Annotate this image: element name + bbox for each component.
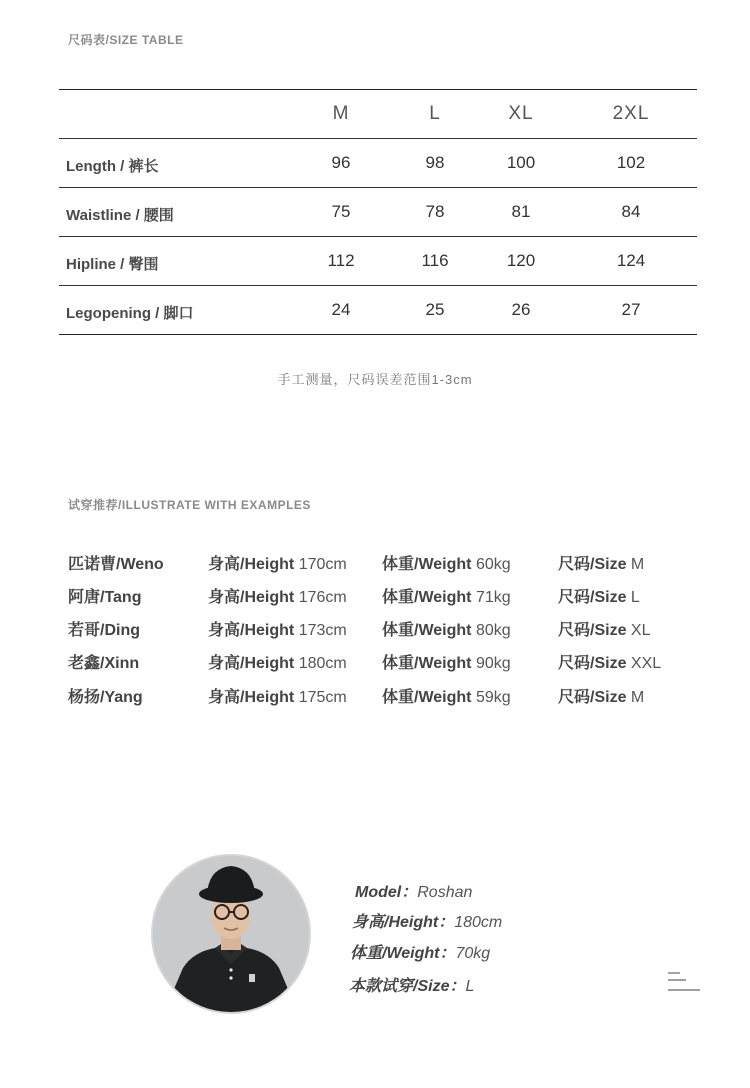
weight-label: 体重/Weight (382, 589, 472, 606)
example-size (558, 584, 640, 607)
weight-value: 80kg (475, 622, 511, 639)
example-height (208, 551, 347, 574)
size-table-title: 尺码表/SIZE TABLE (68, 33, 184, 47)
example-name: 老鑫/Xinn (68, 655, 140, 672)
example-height (208, 584, 347, 607)
table-cell: 112 (327, 251, 355, 270)
size-label: 尺码/Size (558, 655, 627, 672)
row-label: Length / 裤长 (66, 157, 159, 175)
height-value: 180cm (298, 655, 347, 672)
model-size (349, 973, 474, 996)
model-name-label: Model： (355, 884, 418, 901)
example-height (208, 684, 347, 707)
example-row (68, 650, 708, 672)
model-weight (350, 940, 490, 963)
height-value: 173cm (298, 622, 347, 639)
table-cell: 26 (511, 300, 531, 319)
example-weight (382, 584, 511, 607)
height-label: 身高/Height (208, 655, 295, 672)
example-name: 阿唐/Tang (68, 589, 142, 606)
size-label: 尺码/Size (558, 556, 627, 573)
height-value: 170cm (298, 556, 347, 573)
model-height (352, 909, 502, 932)
measurement-note: 手工测量，尺码误差范围1-3cm (277, 372, 473, 387)
menu-lines-icon (668, 972, 700, 992)
weight-value: 60kg (475, 556, 511, 573)
column-header: XL (508, 103, 534, 124)
model-size-label: 本款试穿/Size： (349, 978, 466, 995)
size-value: M (630, 556, 645, 573)
size-value: M (630, 689, 645, 706)
table-cell: 102 (616, 153, 646, 172)
column-header: L (429, 103, 441, 124)
model-height-label: 身高/Height： (352, 914, 455, 931)
example-size (558, 551, 644, 574)
table-cell: 24 (331, 300, 351, 319)
table-cell: 84 (621, 202, 641, 221)
example-row (68, 551, 708, 573)
example-name: 若哥/Ding (68, 622, 140, 639)
table-cell: 96 (331, 153, 351, 172)
weight-label: 体重/Weight (382, 556, 472, 573)
model-name-value: Roshan (417, 884, 473, 901)
height-label: 身高/Height (208, 556, 295, 573)
row-label: Legopening / 脚口 (66, 304, 194, 322)
weight-value: 59kg (475, 689, 511, 706)
example-row (68, 617, 708, 639)
height-value: 175cm (298, 689, 347, 706)
size-table (59, 89, 697, 335)
row-label: Hipline / 臀围 (66, 255, 159, 273)
example-height (208, 617, 347, 640)
example-row (68, 584, 708, 606)
table-cell: 25 (425, 300, 445, 319)
size-label: 尺码/Size (558, 589, 627, 606)
table-cell: 100 (506, 153, 536, 172)
model-name (355, 879, 472, 902)
height-value: 176cm (298, 589, 347, 606)
example-size (558, 650, 661, 673)
weight-value: 71kg (475, 589, 511, 606)
example-weight (382, 684, 511, 707)
example-weight (382, 617, 511, 640)
column-header: 2XL (612, 103, 650, 124)
height-label: 身高/Height (208, 589, 295, 606)
table-row (59, 236, 697, 285)
size-value: XL (630, 622, 651, 639)
model-height-value: 180cm (454, 914, 503, 931)
table-cell: 75 (331, 202, 351, 221)
example-size (558, 617, 651, 640)
table-cell: 78 (425, 202, 445, 221)
model-weight-label: 体重/Weight： (350, 945, 456, 962)
example-name: 杨扬/Yang (68, 689, 143, 706)
height-label: 身高/Height (208, 622, 295, 639)
table-cell: 27 (621, 300, 641, 319)
table-cell: 116 (421, 251, 449, 270)
examples-title: 试穿推荐/ILLUSTRATE WITH EXAMPLES (68, 498, 311, 512)
height-label: 身高/Height (208, 689, 295, 706)
model-weight-value: 70kg (455, 945, 491, 962)
table-row (59, 285, 697, 335)
example-weight (382, 551, 511, 574)
weight-label: 体重/Weight (382, 655, 472, 672)
weight-value: 90kg (475, 655, 511, 672)
row-label: Waistline / 腰围 (66, 206, 174, 224)
example-size (558, 684, 644, 707)
example-row (68, 684, 708, 706)
model-size-value: L (465, 978, 475, 995)
table-row (59, 138, 697, 187)
table-cell: 120 (506, 251, 536, 270)
size-value: L (630, 589, 640, 606)
example-height (208, 650, 347, 673)
table-row (59, 187, 697, 236)
column-header: M (332, 103, 350, 124)
weight-label: 体重/Weight (382, 689, 472, 706)
size-table-header (59, 89, 697, 138)
table-cell: 98 (425, 153, 445, 172)
size-label: 尺码/Size (558, 622, 627, 639)
weight-label: 体重/Weight (382, 622, 472, 639)
size-value: XXL (630, 655, 662, 672)
example-name: 匹诺曹/Weno (68, 556, 164, 573)
model-photo (151, 854, 311, 1014)
table-cell: 124 (616, 251, 646, 270)
example-weight (382, 650, 511, 673)
size-label: 尺码/Size (558, 689, 627, 706)
table-cell: 81 (511, 202, 531, 221)
